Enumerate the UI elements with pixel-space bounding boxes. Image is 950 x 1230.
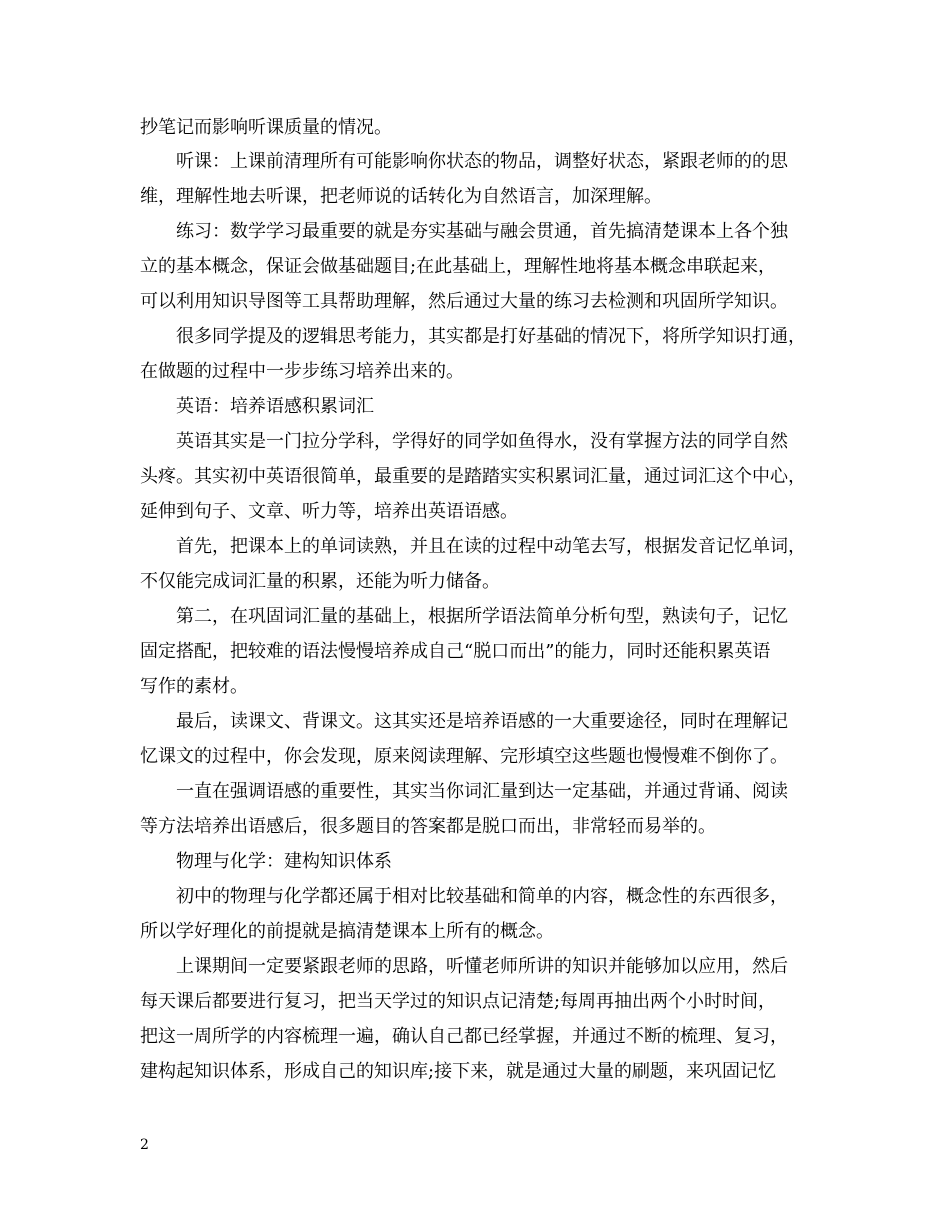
text-line: 第二，在巩固词汇量的基础上，根据所学语法简单分析句型，熟读句子，记忆 xyxy=(176,606,788,627)
text-line: 在做题的过程中一步步练习培养出来的。 xyxy=(140,361,464,382)
text-line: 上课期间一定要紧跟老师的思路，听懂老师所讲的知识并能够加以应用，然后 xyxy=(176,956,788,977)
text-line: 每天课后都要进行复习，把当天学过的知识点记清楚;每周再抽出两个小时时间， xyxy=(140,991,777,1012)
text-line: 练习：数学学习最重要的就是夯实基础与融会贯通，首先搞清楚课本上各个独 xyxy=(176,221,788,242)
text-line: 最后，读课文、背课文。这其实还是培养语感的一大重要途径，同时在理解记 xyxy=(176,711,788,732)
page-number: 2 xyxy=(140,1137,149,1153)
text-line: 建构起知识体系，形成自己的知识库;接下来，就是通过大量的刷题，来巩固记忆 xyxy=(140,1061,777,1082)
text-line: 很多同学提及的逻辑思考能力，其实都是打好基础的情况下，将所学知识打通， xyxy=(176,326,806,347)
text-line: 忆课文的过程中，你会发现，原来阅读理解、完形填空这些题也慢慢难不倒你了。 xyxy=(140,746,788,767)
section-heading: 物理与化学：建构知识体系 xyxy=(176,851,392,872)
text-line: 一直在强调语感的重要性，其实当你词汇量到达一定基础，并通过背诵、阅读 xyxy=(176,781,788,802)
text-line: 维，理解性地去听课，把老师说的话转化为自然语言，加深理解。 xyxy=(140,186,662,207)
section-heading: 英语：培养语感积累词汇 xyxy=(176,396,374,417)
text-line: 抄笔记而影响听课质量的情况。 xyxy=(140,117,392,138)
text-line: 首先，把课本上的单词读熟，并且在读的过程中动笔去写，根据发音记忆单词， xyxy=(176,536,806,557)
text-line: 延伸到句子、文章、听力等，培养出英语语感。 xyxy=(140,501,518,522)
text-line: 固定搭配，把较难的语法慢慢培养成自己“脱口而出”的能力，同时还能积累英语 xyxy=(140,641,771,662)
text-line: 可以利用知识导图等工具帮助理解，然后通过大量的练习去检测和巩固所学知识。 xyxy=(140,291,788,312)
text-line: 把这一周所学的内容梳理一遍，确认自己都已经掌握，并通过不断的梳理、复习， xyxy=(140,1026,788,1047)
text-line: 等方法培养出语感后，很多题目的答案都是脱口而出，非常轻而易举的。 xyxy=(140,816,716,837)
text-line: 初中的物理与化学都还属于相对比较基础和简单的内容，概念性的东西很多， xyxy=(176,886,788,907)
text-line: 英语其实是一门拉分学科，学得好的同学如鱼得水，没有掌握方法的同学自然 xyxy=(176,431,788,452)
text-line: 立的基本概念，保证会做基础题目;在此基础上，理解性地将基本概念串联起来， xyxy=(140,256,777,277)
text-line: 听课：上课前清理所有可能影响你状态的物品，调整好状态，紧跟老师的的思 xyxy=(176,151,788,172)
text-line: 所以学好理化的前提就是搞清楚课本上所有的概念。 xyxy=(140,921,554,942)
text-line: 写作的素材。 xyxy=(140,676,248,697)
text-line: 不仅能完成词汇量的积累，还能为听力储备。 xyxy=(140,571,500,592)
text-line: 头疼。其实初中英语很简单，最重要的是踏踏实实积累词汇量，通过词汇这个中心， xyxy=(140,466,806,487)
